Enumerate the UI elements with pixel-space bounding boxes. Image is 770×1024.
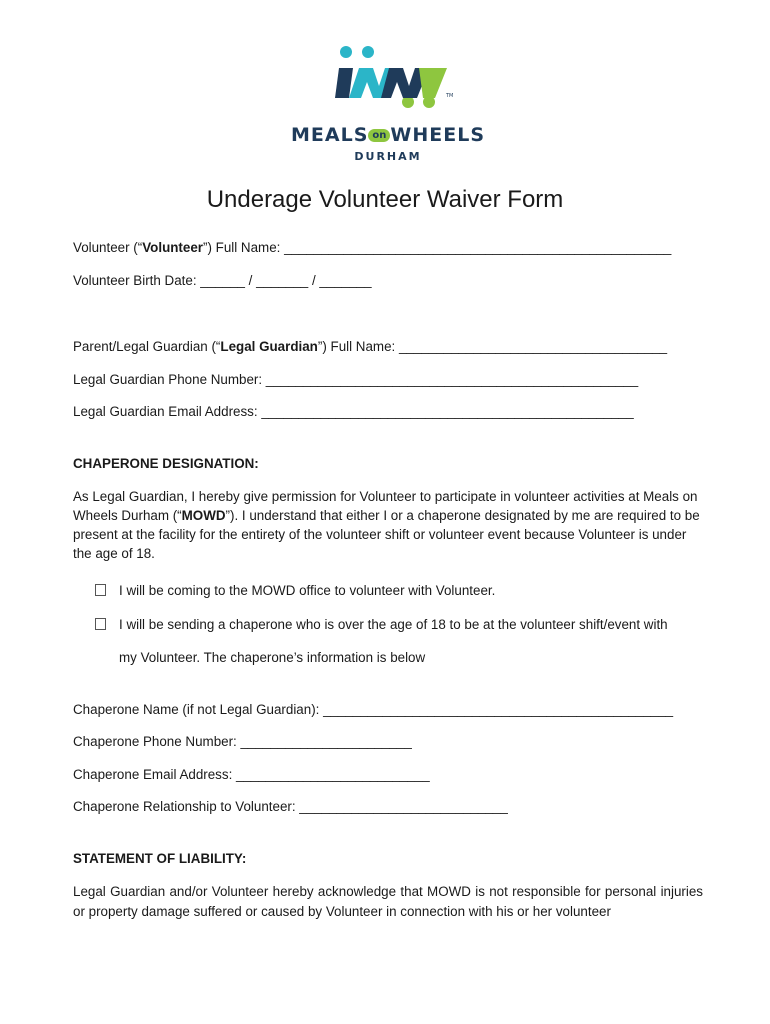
chaperone-name-field[interactable]: Chaperone Name (if not Legal Guardian): _______________________________________________: [73, 702, 674, 717]
chaperone-relationship-field[interactable]: Chaperone Relationship to Volunteer: ____________________________: [73, 799, 508, 814]
liability-heading: STATEMENT OF LIABILITY:: [73, 851, 247, 866]
volunteer-birth-date-field[interactable]: Volunteer Birth Date: ______ / _______ / _______: [73, 273, 372, 288]
liability-paragraph: Legal Guardian and/or Volunteer hereby acknowledge that MOWD is not responsible for personal injuries or property damage suffered or caused by Volunteer in connection with his or her volunteer: [73, 884, 703, 919]
page-title: Underage Volunteer Waiver Form: [206, 186, 564, 213]
chaperone-phone-field[interactable]: Chaperone Phone Number: _______________________: [73, 734, 412, 749]
option-sending-chaperone[interactable]: I will be sending a chaperone who is over the age of 18 to be at the volunteer shift/event with: [95, 617, 668, 632]
option-sending-chaperone-continued: my Volunteer. The chaperone’s information is below: [119, 650, 426, 665]
guardian-email-field[interactable]: Legal Guardian Email Address: __________________________________________________: [73, 404, 634, 419]
volunteer-name-field[interactable]: Volunteer (“Volunteer”) Full Name: ____________________________________________________: [73, 240, 672, 255]
checkbox[interactable]: [95, 618, 106, 630]
chaperone-designation-paragraph: As Legal Guardian, I hereby give permission for Volunteer to participate in volunteer activities at Meals on Wheels Durham (“MOWD”). I understand that either I or a chaperone designated by me are required to be present at the facility for the entirety of the volunteer shift or volunteer event because Volunteer is under the age of 18.: [73, 489, 700, 561]
guardian-name-field[interactable]: Parent/Legal Guardian (“Legal Guardian”) Full Name: ____________________________________: [73, 339, 668, 354]
meals-on-wheels-logo: [283, 42, 493, 170]
chaperone-designation-heading: CHAPERONE DESIGNATION:: [73, 456, 259, 471]
brand-on-badge: on: [368, 129, 390, 142]
brand-name: MEALS on WHEELS: [291, 124, 485, 146]
logo-mark-icon: [283, 42, 493, 122]
brand-location: DURHAM: [354, 150, 422, 163]
checkbox[interactable]: [95, 584, 106, 596]
chaperone-email-field[interactable]: Chaperone Email Address: __________________________: [73, 767, 430, 782]
option-coming-self[interactable]: I will be coming to the MOWD office to volunteer with Volunteer.: [95, 583, 495, 598]
guardian-phone-field[interactable]: Legal Guardian Phone Number: __________________________________________________: [73, 372, 639, 387]
svg-text:TM: TM: [446, 93, 454, 99]
